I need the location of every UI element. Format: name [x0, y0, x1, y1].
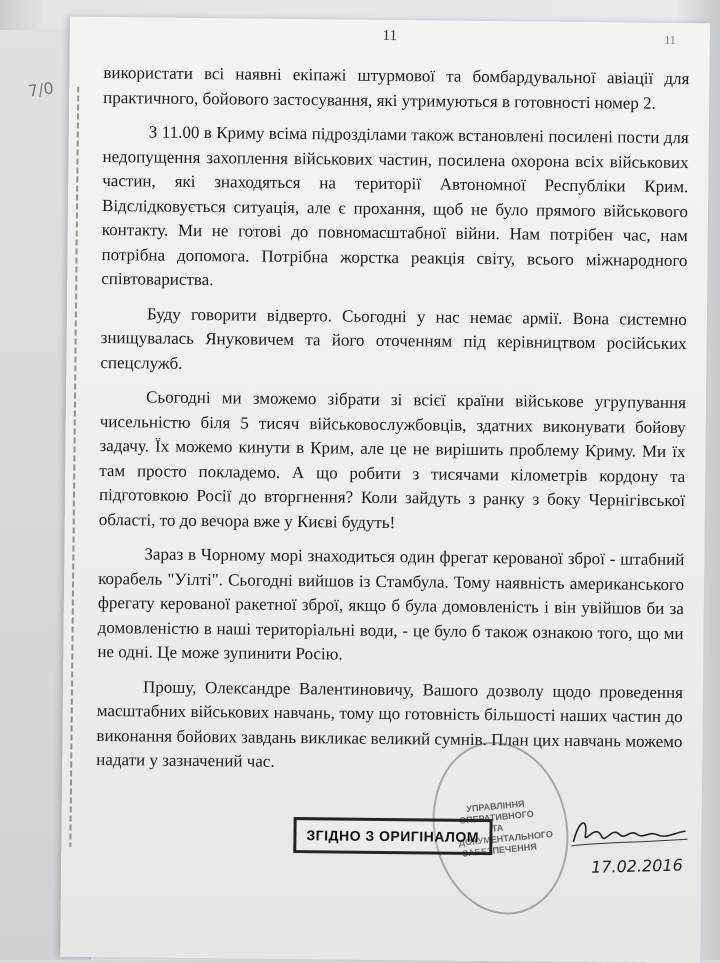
paragraph-army: Буду говорити відверто. Сьогодні у нас немає армії. Вона системно знищувалась Януковичем та його оточенням під керівництвом російських спецслужб. — [100, 303, 687, 373]
signature — [569, 812, 689, 853]
paragraph-troops: Сьогодні ми зможемо зібрати зі всієї країни військове угрупування чисельністю біля 5 тисяч військовослужбовців, здатних виконувати бойову задачу. Їх можемо кинути в Крим, але це не вирішить проблему Криму. Ми їх там просто покладемо. А що робити з тисячами кілометрів кордону та підготовкою Росії до вторгнення? Коли зайдуть з ранку з боку Чернігівської області, то до вечора вже у Києві будуть! — [98, 387, 687, 532]
binding-edge-line — [69, 87, 79, 847]
document-page — [60, 17, 710, 963]
document-body — [96, 61, 690, 789]
paragraph-request: Прошу, Олександре Валентиновичу, Вашого дозволу щодо проведення масштабних військових навчань, тому що готовність більшості наших частин до виконання бойових завдань викликає великий сумнів. План цих навчань можемо надати у зазначений час. — [96, 676, 684, 771]
page-number: 11 — [382, 27, 398, 45]
underlying-page-mark: 7/0 — [26, 78, 55, 101]
seal-text: УПРАВЛІННЯ ОПЕРАТИВНОГО ТА ДОКУМЕНТАЛЬНОГО ЗАБЕЗПЕЧЕННЯ — [458, 798, 554, 859]
paragraph-continued: використати всі наявні екіпажі штурмової та бомбардувальної авіації для практичного, бойового застосування, які утримуються в готовності номер 2. — [103, 63, 690, 113]
paragraph-crimea-posts: З 11.00 в Криму всіма підрозділами також встановлені посилені пости для недопущення захоплення військових частин, посилена охорона всіх військових частин, які знаходяться на території Автономної Республіки Крим. Відслідковується ситуація, але є прохання, щоб не було прямого військового контакту. Ми не готові до повномасштабної війни. Нам потрібен час, нам потрібна допомога. Потрібна жорстка реакція світу, всього міжнародного співтовариства. — [101, 122, 689, 290]
corner-mark: 11 — [664, 32, 676, 47]
certified-copy-stamp: ЗГІДНО З ОРИГІНАЛОМ — [293, 817, 492, 855]
paragraph-frigate: Зараз в Чорному морі знаходиться один фрегат керованої зброї - штабний корабель "Уілті". Сьогодні вийшов із Стамбула. Тому наявність американського фрегату керованої ракетної зброї, якщо б була домовленість і він увійшов би за домовленістю в наші територіальні води, - це було б також ознакою того, що ми не одні. Це може зупинити Росію. — [97, 544, 685, 664]
signature-date: 17.02.2016 — [590, 855, 683, 877]
